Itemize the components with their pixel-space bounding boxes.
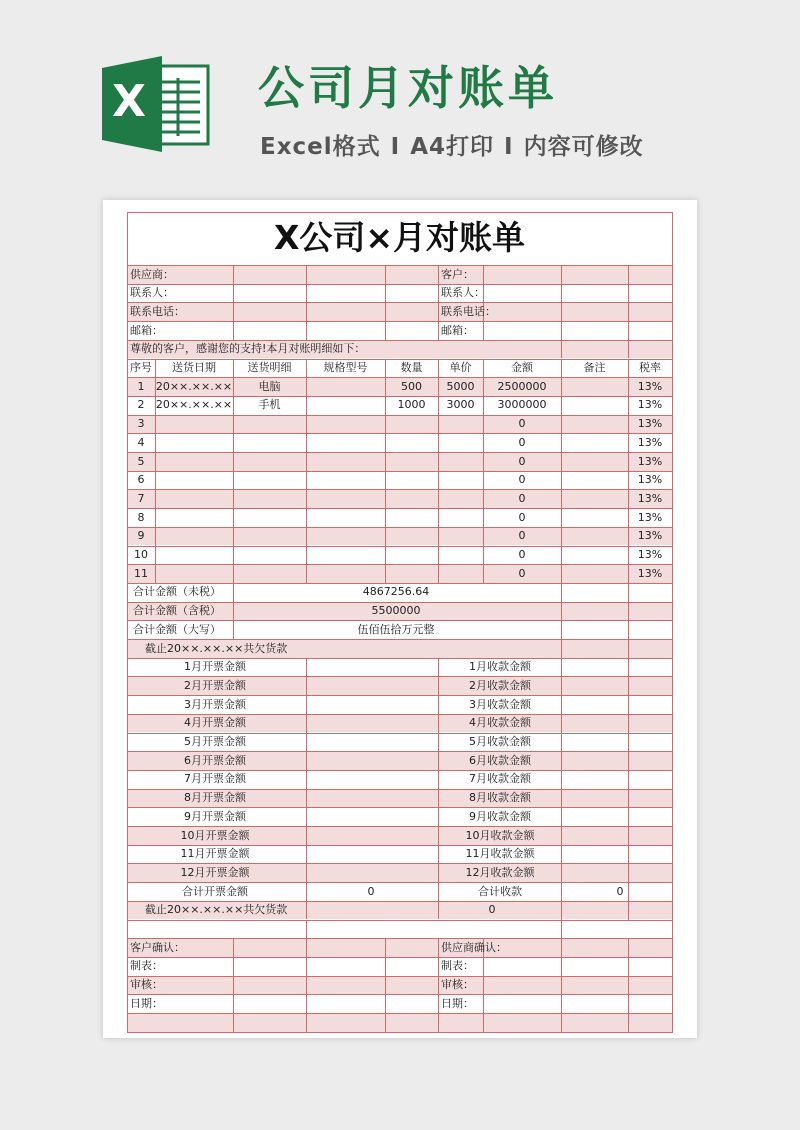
total-value: 4867256.64 [362,585,430,599]
greeting-text: 尊敬的客户，感谢您的支持!本月对账明细如下： [130,342,366,356]
total-label: 合计金额（未税） [133,585,221,599]
subtitle-format: Excel格式 [260,134,381,160]
grid-line-v [628,639,629,920]
grid-line-v [233,938,234,1032]
month-invoice-label: 3月开票金额 [184,697,246,711]
month-receipt-label: 1月收款金额 [469,660,531,674]
column-header: 送货明细 [247,361,292,374]
item-cell-no: 4 [137,435,145,449]
grid-line-v [233,583,234,639]
logo-letter: X [112,76,146,127]
item-cell-tax: 13% [637,417,663,431]
item-cell-tax: 13% [637,435,663,449]
grid-line-h [127,957,673,958]
item-cell-date: 20××.××.×× [155,398,233,412]
row-shading [127,489,672,508]
item-cell-amount: 0 [518,435,526,449]
column-header: 单价 [449,361,472,374]
grid-line-v [561,583,562,639]
row-shading [127,265,672,284]
item-cell-tax: 13% [637,379,663,393]
grid-line-v [385,265,386,340]
item-cell-tax: 13% [637,491,663,505]
row-shading [127,527,672,546]
grid-line-v [385,938,386,1032]
month-invoice-label: 2月开票金额 [184,678,246,692]
item-cell-tax: 13% [637,398,663,412]
item-cell-date: 20××.××.×× [155,379,233,393]
contact-label: 联系人： [441,286,485,300]
item-cell-tax: 13% [637,473,663,487]
grid-line-h [127,302,673,303]
grid-line-h [127,938,673,939]
row-shading [127,452,672,471]
row-shading [127,1013,672,1032]
date-label: 日期： [441,996,474,1010]
grid-line-h [127,508,673,509]
grid-line-h [127,489,673,490]
column-header: 备注 [583,361,606,374]
column-header: 税率 [639,361,661,374]
item-cell-price: 5000 [446,379,475,393]
month-invoice-label: 7月开票金额 [184,772,246,786]
item-cell-item: 手机 [258,398,281,412]
grid-line-v [438,265,439,340]
total-value: 5500000 [371,604,421,618]
item-cell-no: 1 [137,379,145,393]
item-cell-amount: 0 [518,548,526,561]
month-invoice-label: 6月开票金额 [184,753,246,767]
grid-line-h [127,976,673,977]
month-receipt-label: 11月收款金额 [465,847,535,861]
item-cell-no: 11 [134,566,148,580]
column-header: 数量 [400,361,423,374]
contact-label: 联系人： [130,286,174,300]
total-label: 合计金额（含税） [133,604,221,618]
row-shading [127,976,672,995]
review-label: 审核： [441,978,474,992]
month-receipt-label: 8月收款金额 [469,791,531,805]
grid-line-h [127,415,673,416]
item-cell-amount: 0 [518,417,526,431]
maker-label: 制表： [441,959,474,973]
subtitle-print: A4打印 [410,134,495,160]
row-shading [127,938,672,957]
grid-line-v [561,340,562,359]
item-cell-amount: 0 [518,491,526,505]
item-cell-tax: 13% [637,529,663,543]
item-cell-amount: 3000000 [497,398,547,412]
review-label: 审核： [130,978,163,992]
subtitle [260,128,644,161]
grid-line-v [438,938,439,1032]
item-cell-amount: 0 [518,566,526,580]
supplier-confirm-label: 供应商确认： [441,940,507,954]
grid-line-v [561,938,562,1032]
sheet-title: X公司×月对账单 [273,218,526,257]
arrears-title: 截止20××.××.××共欠货款 [145,641,288,655]
month-receipt-label: 3月收款金额 [469,697,531,711]
email-label: 邮箱： [130,323,163,337]
month-receipt-label: 4月收款金额 [469,716,531,730]
subtitle-separator: I [390,134,401,160]
grid-line-h [127,284,673,285]
item-cell-tax: 13% [637,548,663,561]
grid-line-v [306,359,307,583]
arrears-label: 截止20××.××.××共欠货款 [145,903,288,917]
total-value: 伍佰伍拾万元整 [357,622,435,636]
grid-line-v [233,265,234,340]
grid-line-h [127,994,673,995]
month-invoice-label: 8月开票金额 [184,791,246,805]
item-cell-tax: 13% [637,454,663,468]
month-receipt-label: 6月收款金额 [469,753,531,767]
grid-line-v [628,340,629,359]
grid-line-h [127,527,673,528]
page-title: 公司月对账单 [258,61,558,115]
grid-line-v [306,920,307,939]
total-invoice-value: 0 [367,884,375,898]
phone-label: 联系电话： [130,304,185,318]
arrears-value: 0 [488,903,496,917]
column-header: 金额 [511,361,533,374]
month-receipt-label: 2月收款金额 [469,678,531,692]
total-receipt-value: 0 [616,884,624,898]
item-cell-no: 2 [137,398,145,412]
item-cell-no: 6 [137,473,145,487]
item-cell-amount: 0 [518,473,526,487]
grid-line-v [306,265,307,340]
grid-line-v [561,920,562,939]
item-cell-price: 3000 [446,398,475,412]
item-cell-no: 8 [137,510,145,524]
grid-line-v [438,658,439,920]
grid-line-h [127,471,673,472]
month-invoice-label: 11月开票金额 [180,847,250,861]
item-cell-no: 7 [137,491,145,505]
month-invoice-label: 5月开票金额 [184,735,246,748]
excel-logo-icon [100,56,210,152]
item-cell-no: 3 [137,417,145,431]
column-header: 序号 [130,361,152,374]
grid-line-v [561,359,562,583]
subtitle-editable: 内容可修改 [523,134,644,160]
date-label: 日期： [130,996,163,1010]
grid-line-v [628,938,629,1032]
customer-confirm-label: 客户确认： [130,940,185,954]
month-receipt-label: 5月收款金额 [469,735,531,748]
subtitle-separator: I [504,134,514,160]
grid-line-v [306,938,307,1032]
grid-line-h [127,1013,673,1014]
grid-line-h [127,452,673,453]
grid-line-h [127,321,673,322]
grid-line-v [127,212,128,1032]
item-cell-amount: 0 [518,529,526,543]
customer-label: 客户： [441,267,474,281]
grid-line-h [127,265,673,266]
row-shading [127,302,672,321]
supplier-label: 供应商： [130,267,174,281]
email-label: 邮箱： [441,323,474,337]
month-receipt-label: 12月收款金额 [465,865,535,879]
maker-label: 制表： [130,959,163,973]
month-receipt-label: 9月收款金额 [469,809,531,823]
grid-line-h [127,433,673,434]
item-cell-qty: 500 [401,379,422,393]
grid-line-v [306,658,307,920]
month-invoice-label: 12月开票金额 [180,865,250,879]
item-cell-amount: 2500000 [497,379,547,393]
column-header: 规格型号 [323,361,368,374]
item-cell-amount: 0 [518,510,526,524]
total-label: 合计金额（大写） [133,622,221,636]
row-shading [127,415,672,434]
month-receipt-label: 7月收款金额 [469,772,531,786]
grid-line-h [127,564,673,565]
grid-line-v [628,265,629,340]
item-cell-tax: 13% [637,566,663,580]
item-cell-amount: 0 [518,454,526,468]
column-header: 送货日期 [172,361,216,374]
month-invoice-label: 4月开票金额 [184,716,246,730]
total-receipt-label: 合计收款 [478,884,522,898]
item-cell-qty: 1000 [397,398,426,412]
grid-line-v [628,583,629,639]
phone-label: 联系电话： [441,304,496,318]
grid-line-v [561,265,562,340]
item-cell-no: 10 [134,548,148,561]
month-invoice-label: 10月开票金额 [180,828,250,842]
month-receipt-label: 10月收款金额 [465,828,535,842]
grid-line-v [561,639,562,920]
item-cell-no: 9 [137,529,145,543]
month-invoice-label: 1月开票金额 [184,660,246,674]
total-invoice-label: 合计开票金额 [182,884,248,898]
row-shading [127,564,672,583]
grid-line-h [127,920,673,921]
item-cell-item: 电脑 [258,379,281,393]
grid-line-h [127,546,673,547]
item-cell-no: 5 [137,454,145,468]
month-invoice-label: 9月开票金额 [184,809,246,823]
item-cell-tax: 13% [637,510,663,524]
grid-line-h [127,1032,673,1033]
